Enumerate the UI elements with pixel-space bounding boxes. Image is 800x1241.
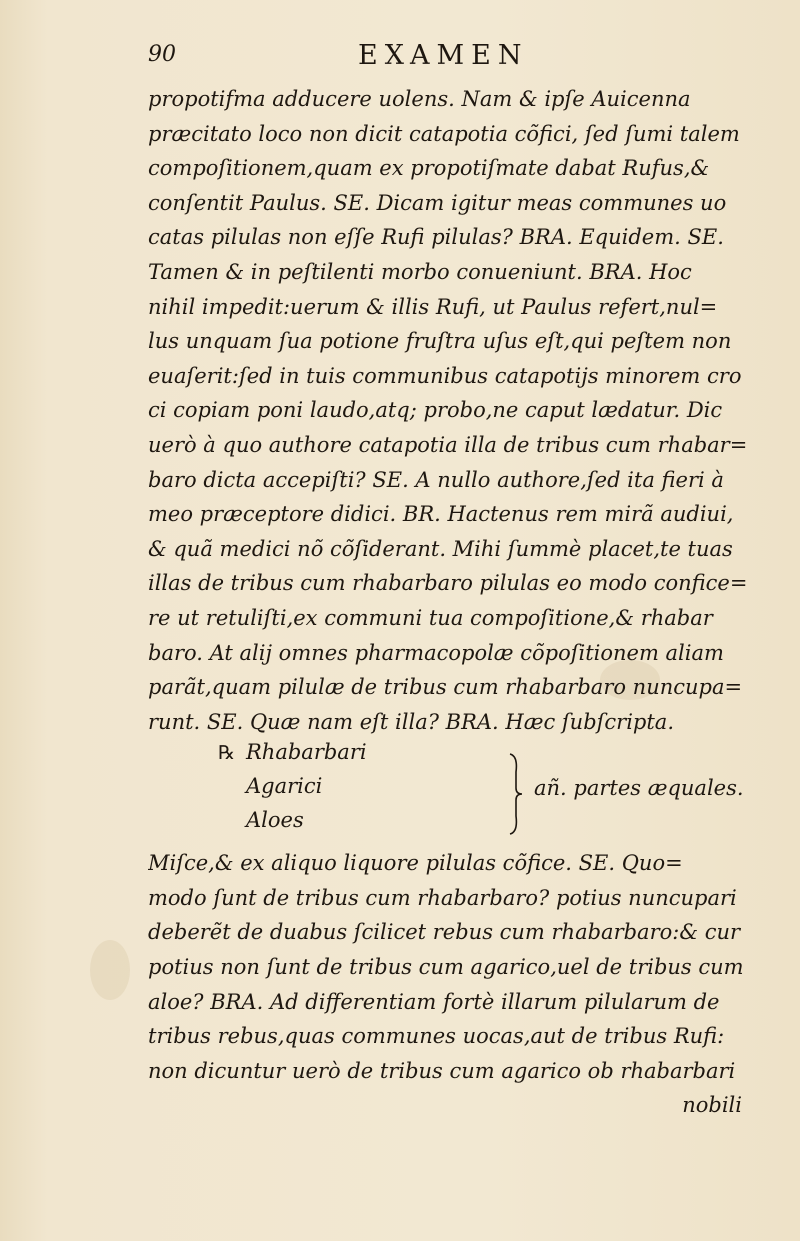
body-text xyxy=(148,82,748,1123)
text-line: non dicuntur uerò de tribus cum agarico ob rhabarbari xyxy=(148,1058,736,1083)
recipe-portion: añ. partes æquales. xyxy=(534,776,744,801)
text-line: modo ſunt de tribus cum rhabarbaro? potius nuncupari xyxy=(148,885,737,910)
text-line: meo præceptore didici. BR. Hactenus rem mirã audiui, xyxy=(148,502,734,527)
recipe-block xyxy=(148,740,748,846)
text-line: ci copiam poni laudo,atq; probo,ne caput lædatur. Dic xyxy=(148,398,723,423)
text-line: præcitato loco non dicit catapotia cõfici, ſed ſumi talem xyxy=(148,121,740,146)
ingredient-aloes: Aloes xyxy=(246,808,304,833)
text-line: Tamen & in peſtilenti morbo conueniunt. BRA. Hoc xyxy=(148,259,692,284)
paper-stain xyxy=(90,940,130,1000)
text-line: & quã medici nõ cõſiderant. Mihi ſummè placet,te tuas xyxy=(148,536,733,561)
running-head: EXAMEN xyxy=(358,40,529,71)
page-header xyxy=(148,38,708,78)
text-line: euaſerit:ſed in tuis communibus catapotijs minorem cro xyxy=(148,363,742,388)
recipe-symbol: ℞ xyxy=(218,742,236,765)
text-line: nihil impedit:uerum & illis Rufi, ut Paulus refert,nul= xyxy=(148,294,718,319)
text-line: deberẽt de duabus ſcilicet rebus cum rhabarbaro:& cur xyxy=(148,920,741,945)
text-line: illas de tribus cum rhabarbaro pilulas eo modo confice= xyxy=(148,571,748,596)
page-number: 90 xyxy=(148,42,176,67)
text-line: tribus rebus,quas communes uocas,aut de tribus Rufi: xyxy=(148,1024,725,1049)
text-line: baro. At alij omnes pharmacopolæ cõpoſitionem aliam xyxy=(148,640,724,665)
text-line: catas pilulas non eſſe Rufi pilulas? BRA. Equidem. SE. xyxy=(148,225,724,250)
text-line: re ut retuliſti,ex communi tua compoſitione,& rhabar xyxy=(148,605,713,630)
text-line: conſentit Paulus. SE. Dicam igitur meas communes uo xyxy=(148,190,727,215)
ingredient-agarici: Agarici xyxy=(246,774,323,799)
text-line: propotifma adducere uolens. Nam & ipſe Auicenna xyxy=(148,87,691,111)
text-line: aloe? BRA. Ad differentiam fortè illarum pilularum de xyxy=(148,989,720,1014)
text-line: runt. SE. Quæ nam eſt illa? BRA. Hæc ſubſcripta. xyxy=(148,709,675,734)
text-line: uerò à quo authore catapotia illa de tribus cum rhabar= xyxy=(148,432,748,457)
text-line: parãt,quam pilulæ de tribus cum rhabarbaro nuncupa= xyxy=(148,675,743,700)
brace-icon xyxy=(508,752,524,836)
ingredient-rhabarbari: Rhabarbari xyxy=(246,740,367,765)
text-line: Miſce,& ex aliquo liquore pilulas cõfice. SE. Quo= xyxy=(148,851,683,876)
catchword: nobili xyxy=(682,1093,742,1118)
text-line: potius non ſunt de tribus cum agarico,uel de tribus cum xyxy=(148,955,744,980)
text-line: compoſitionem,quam ex propotiſmate dabat Rufus,& xyxy=(148,156,710,181)
text-line: lus unquam ſua potione fruſtra uſus eſt,qui peſtem non xyxy=(148,329,732,354)
text-line: baro dicta accepiſti? SE. A nullo authore,ſed ita fieri à xyxy=(148,467,724,492)
